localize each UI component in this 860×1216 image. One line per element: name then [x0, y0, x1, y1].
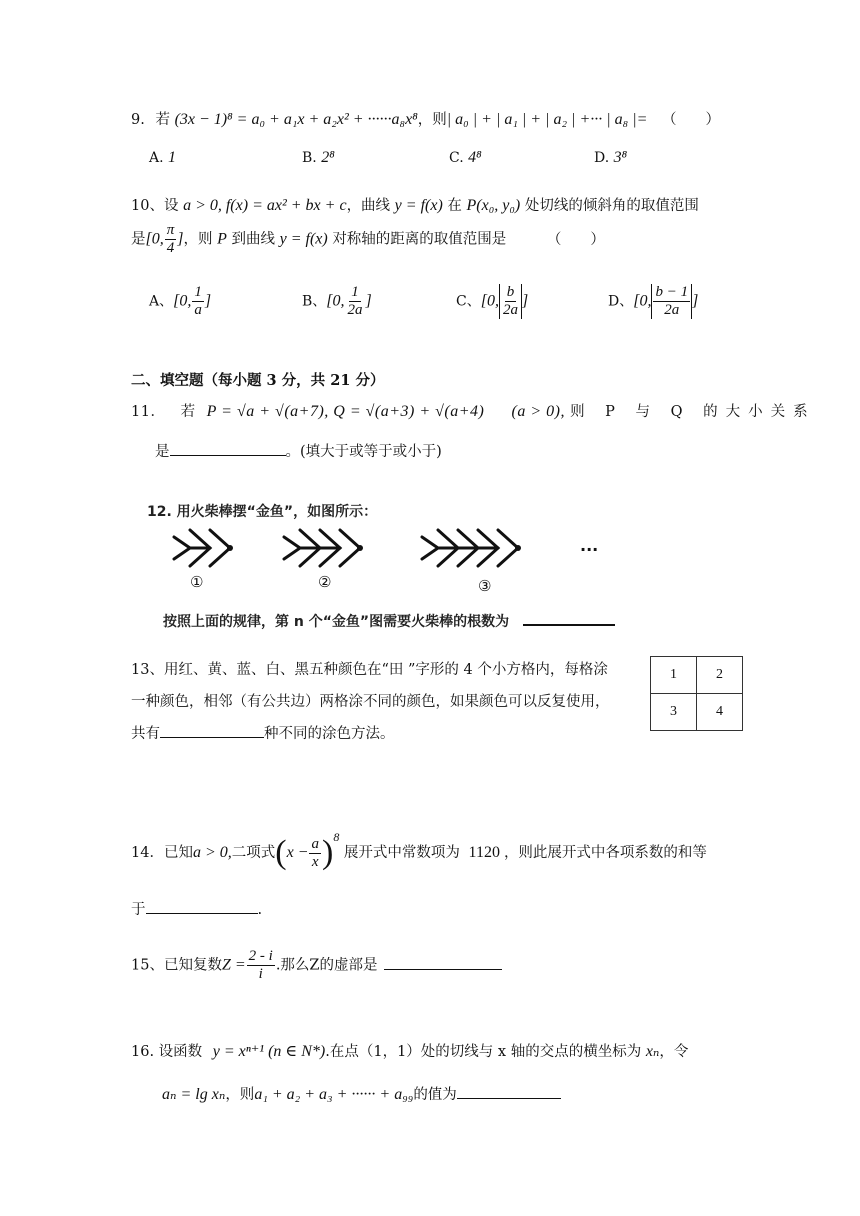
q14-answer-blank[interactable] — [146, 899, 258, 914]
q12-title: 12. 用火柴棒摆“金鱼”，如图所示： — [147, 504, 378, 520]
q16-line1: 16. 设函数 y = xⁿ⁺¹ (n ∈ N*).在点（1，1）处的切线与 x 轴的交点的横坐标为 xₙ，令 — [131, 1043, 689, 1060]
q9-number: 9. — [131, 112, 145, 128]
q10-range-fraction: $\frac{\pi}{4}$ — [166, 222, 175, 256]
q15-answer-blank[interactable] — [384, 955, 502, 970]
goldfish-label-3: ③ — [478, 577, 492, 595]
q11-line1: 11． 若 P = √a + √(a+7), Q = √(a+3) + √(a+4) (a > 0), 则 P 与 Q 的大小关系 — [131, 403, 816, 420]
q13-answer-blank[interactable] — [160, 723, 264, 738]
q9-option-d: D. 3⁸ — [594, 149, 628, 166]
tian-grid — [650, 656, 743, 731]
q10-option-d: D、[0, $\frac{b - 1}{2a}$ ] — [608, 284, 699, 318]
goldfish-1 — [174, 530, 230, 566]
q9-equation: (3x − 1)⁸ = a₀ + a₁x + a₂x² + ······a₈x⁸ — [174, 111, 418, 128]
goldfish-ellipsis: ··· — [580, 540, 599, 559]
q12-answer-blank[interactable] — [523, 610, 615, 626]
q10-option-c: C、[0, $\frac{b}{2a}$ ] — [456, 284, 529, 318]
q16-line2: aₙ = lg xₙ，则a₁ + a₂ + a₃ + ······ + a₉₉的值为 — [162, 1083, 561, 1104]
q12-prompt: 按照上面的规律，第 n 个“金鱼”图需要火柴棒的根数为 — [163, 610, 615, 631]
grid-cell: 1 — [651, 657, 697, 694]
goldfish-label-2: ② — [318, 573, 332, 591]
q14-line1: 14．已知a > 0,二项式 ( x − $\frac{a}{x}$ ) $^8$ 展开式中常数项为 1120 ，则此展开式中各项系数的和等 — [131, 829, 707, 871]
goldfish-label-1: ① — [190, 573, 204, 591]
q14-line2: 于 . — [131, 898, 262, 919]
q14-binomial: ( x − $\frac{a}{x}$ ) $^8$ — [275, 829, 340, 871]
q11-answer-blank[interactable] — [170, 441, 286, 456]
q15-fraction: $\frac{2 - i}{i}$ — [248, 948, 273, 982]
grid-cell: 3 — [651, 694, 697, 731]
q13-line1: 13、用红、黄、蓝、白、黑五种颜色在“田 ”字形的 4 个小方格内，每格涂 — [131, 662, 608, 678]
q9-ask: | a₀ | + | a₁ | + | a₂ | +··· | a₈ |= — [446, 111, 648, 128]
q9-option-a: A. 1 — [149, 149, 177, 166]
section-title: 二、填空题（每小题 3 分，共 21 分） — [131, 372, 385, 389]
q9-option-c: C. 4⁸ — [449, 149, 482, 166]
goldfish-figure — [160, 522, 640, 592]
q9-paren: （ ） — [662, 112, 721, 128]
q10-option-a: A、[0, $\frac{1}{a}$ ] — [149, 284, 212, 318]
q9-option-b: B. 2⁸ — [302, 149, 335, 166]
q13-line2: 一种颜色，相邻（有公共边）两格涂不同的颜色，如果颜色可以反复使用， — [131, 694, 610, 710]
goldfish-3 — [422, 530, 518, 566]
q10-line1: 10、设 a > 0, f(x) = ax² + bx + c，曲线 y = f(x) 在 P(x₀, y₀) 处切线的倾斜角的取值范围 — [131, 197, 699, 214]
grid-cell: 2 — [697, 657, 743, 694]
goldfish-2 — [284, 530, 360, 566]
q13-line3: 共有 种不同的涂色方法。 — [131, 722, 395, 743]
q15-line: 15、已知复数Z = $\frac{2 - i}{i}$ .那么Z的虚部是 — [131, 948, 502, 983]
q11-line2: 是 。(填大于或等于或小于) — [155, 440, 442, 461]
q10-option-b: B、[0, $\frac{1}{2a}$ ] — [302, 284, 372, 318]
q10-line2: 是[0, $\frac{\pi}{4}$ ]，则 P 到曲线 y = f(x) 对称轴的距离的取值范围是 （ ） — [131, 222, 605, 256]
q9-line: 9. 若 (3x − 1)⁸ = a₀ + a₁x + a₂x² + ······a₈x⁸，则| a₀ | + | a₁ | + | a₂ | +··· | a₈ |= （ ） — [131, 111, 721, 128]
grid-cell: 4 — [697, 694, 743, 731]
q16-answer-blank[interactable] — [457, 1084, 561, 1099]
